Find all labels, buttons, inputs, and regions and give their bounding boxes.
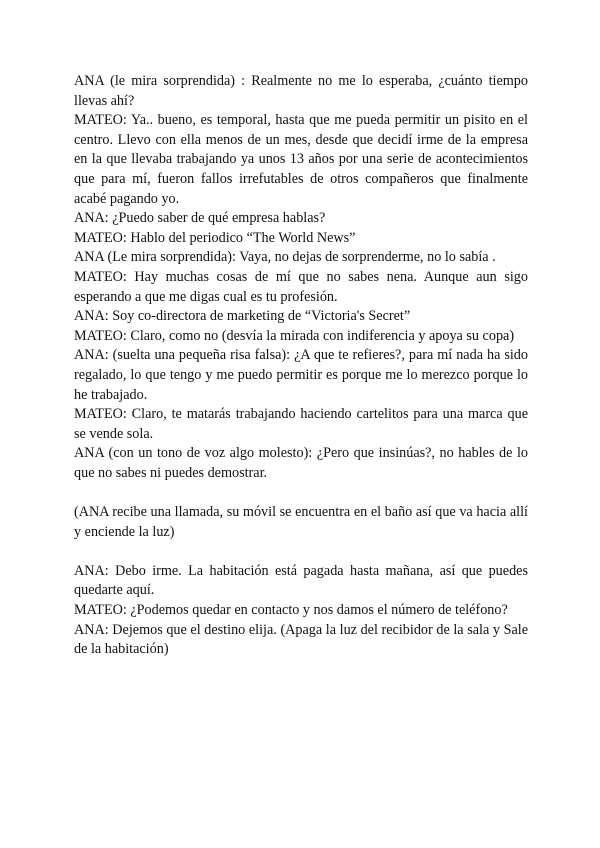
- dialogue-line: ANA: ¿Puedo saber de qué empresa hablas?: [74, 210, 326, 227]
- dialogue-line: MATEO: ¿Podemos quedar en contacto y nos damos el número de teléfono?: [74, 602, 508, 619]
- stage-direction: (ANA recibe una llamada, su móvil se encuentra en el baño así que va hacia allí y enciende la luz): [74, 504, 528, 540]
- dialogue-line: ANA (con un tono de voz algo molesto): ¿Pero que insinúas?, no hables de lo que no sabes ni puedes demostrar.: [74, 445, 528, 481]
- dialogue-line: MATEO: Ya.. bueno, es temporal, hasta que me pueda permitir un pisito en el centro. Llevo con ella menos de un mes, desde que decidí irme de la empresa en la que llevaba trabajando ya unos 13 años por una serie de acontecimientos que para mí, fueron fallos irrefutables de otros compañeros que finalmente acabé pagando yo.: [74, 112, 528, 207]
- dialogue-line: MATEO: Claro, como no (desvía la mirada con indiferencia y apoya su copa): [74, 327, 515, 344]
- blank-line: [74, 483, 528, 503]
- dialogue-line: ANA: (suelta una pequeña risa falsa): ¿A que te refieres?, para mí nada ha sido regalado, lo que tengo y me puedo permitir es porque me lo merezco porque lo he trabajado.: [74, 347, 528, 403]
- blank-line: [74, 542, 528, 562]
- dialogue-line: MATEO: Hay muchas cosas de mí que no sabes nena. Aunque aun sigo esperando a que me digas cual es tu profesión.: [74, 268, 528, 305]
- script-text: [74, 72, 528, 660]
- dialogue-line: ANA: Debo irme. La habitación está pagada hasta mañana, así que puedes quedarte aquí.: [74, 562, 528, 599]
- dialogue-line: ANA (Le mira sorprendida): Vaya, no dejas de sorprenderme, no lo sabía .: [74, 249, 496, 266]
- dialogue-line: ANA (le mira sorprendida) : Realmente no me lo esperaba, ¿cuánto tiempo llevas ahí?: [74, 73, 528, 109]
- dialogue-line: ANA: Dejemos que el destino elija. (Apaga la luz del recibidor de la sala y Sale de la habitación): [74, 621, 528, 658]
- dialogue-line: ANA: Soy co-directora de marketing de “Victoria's Secret”: [74, 308, 411, 325]
- dialogue-line: MATEO: Claro, te matarás trabajando haciendo cartelitos para una marca que se vende sola.: [74, 406, 528, 442]
- dialogue-line: MATEO: Hablo del periodico “The World News”: [74, 229, 356, 246]
